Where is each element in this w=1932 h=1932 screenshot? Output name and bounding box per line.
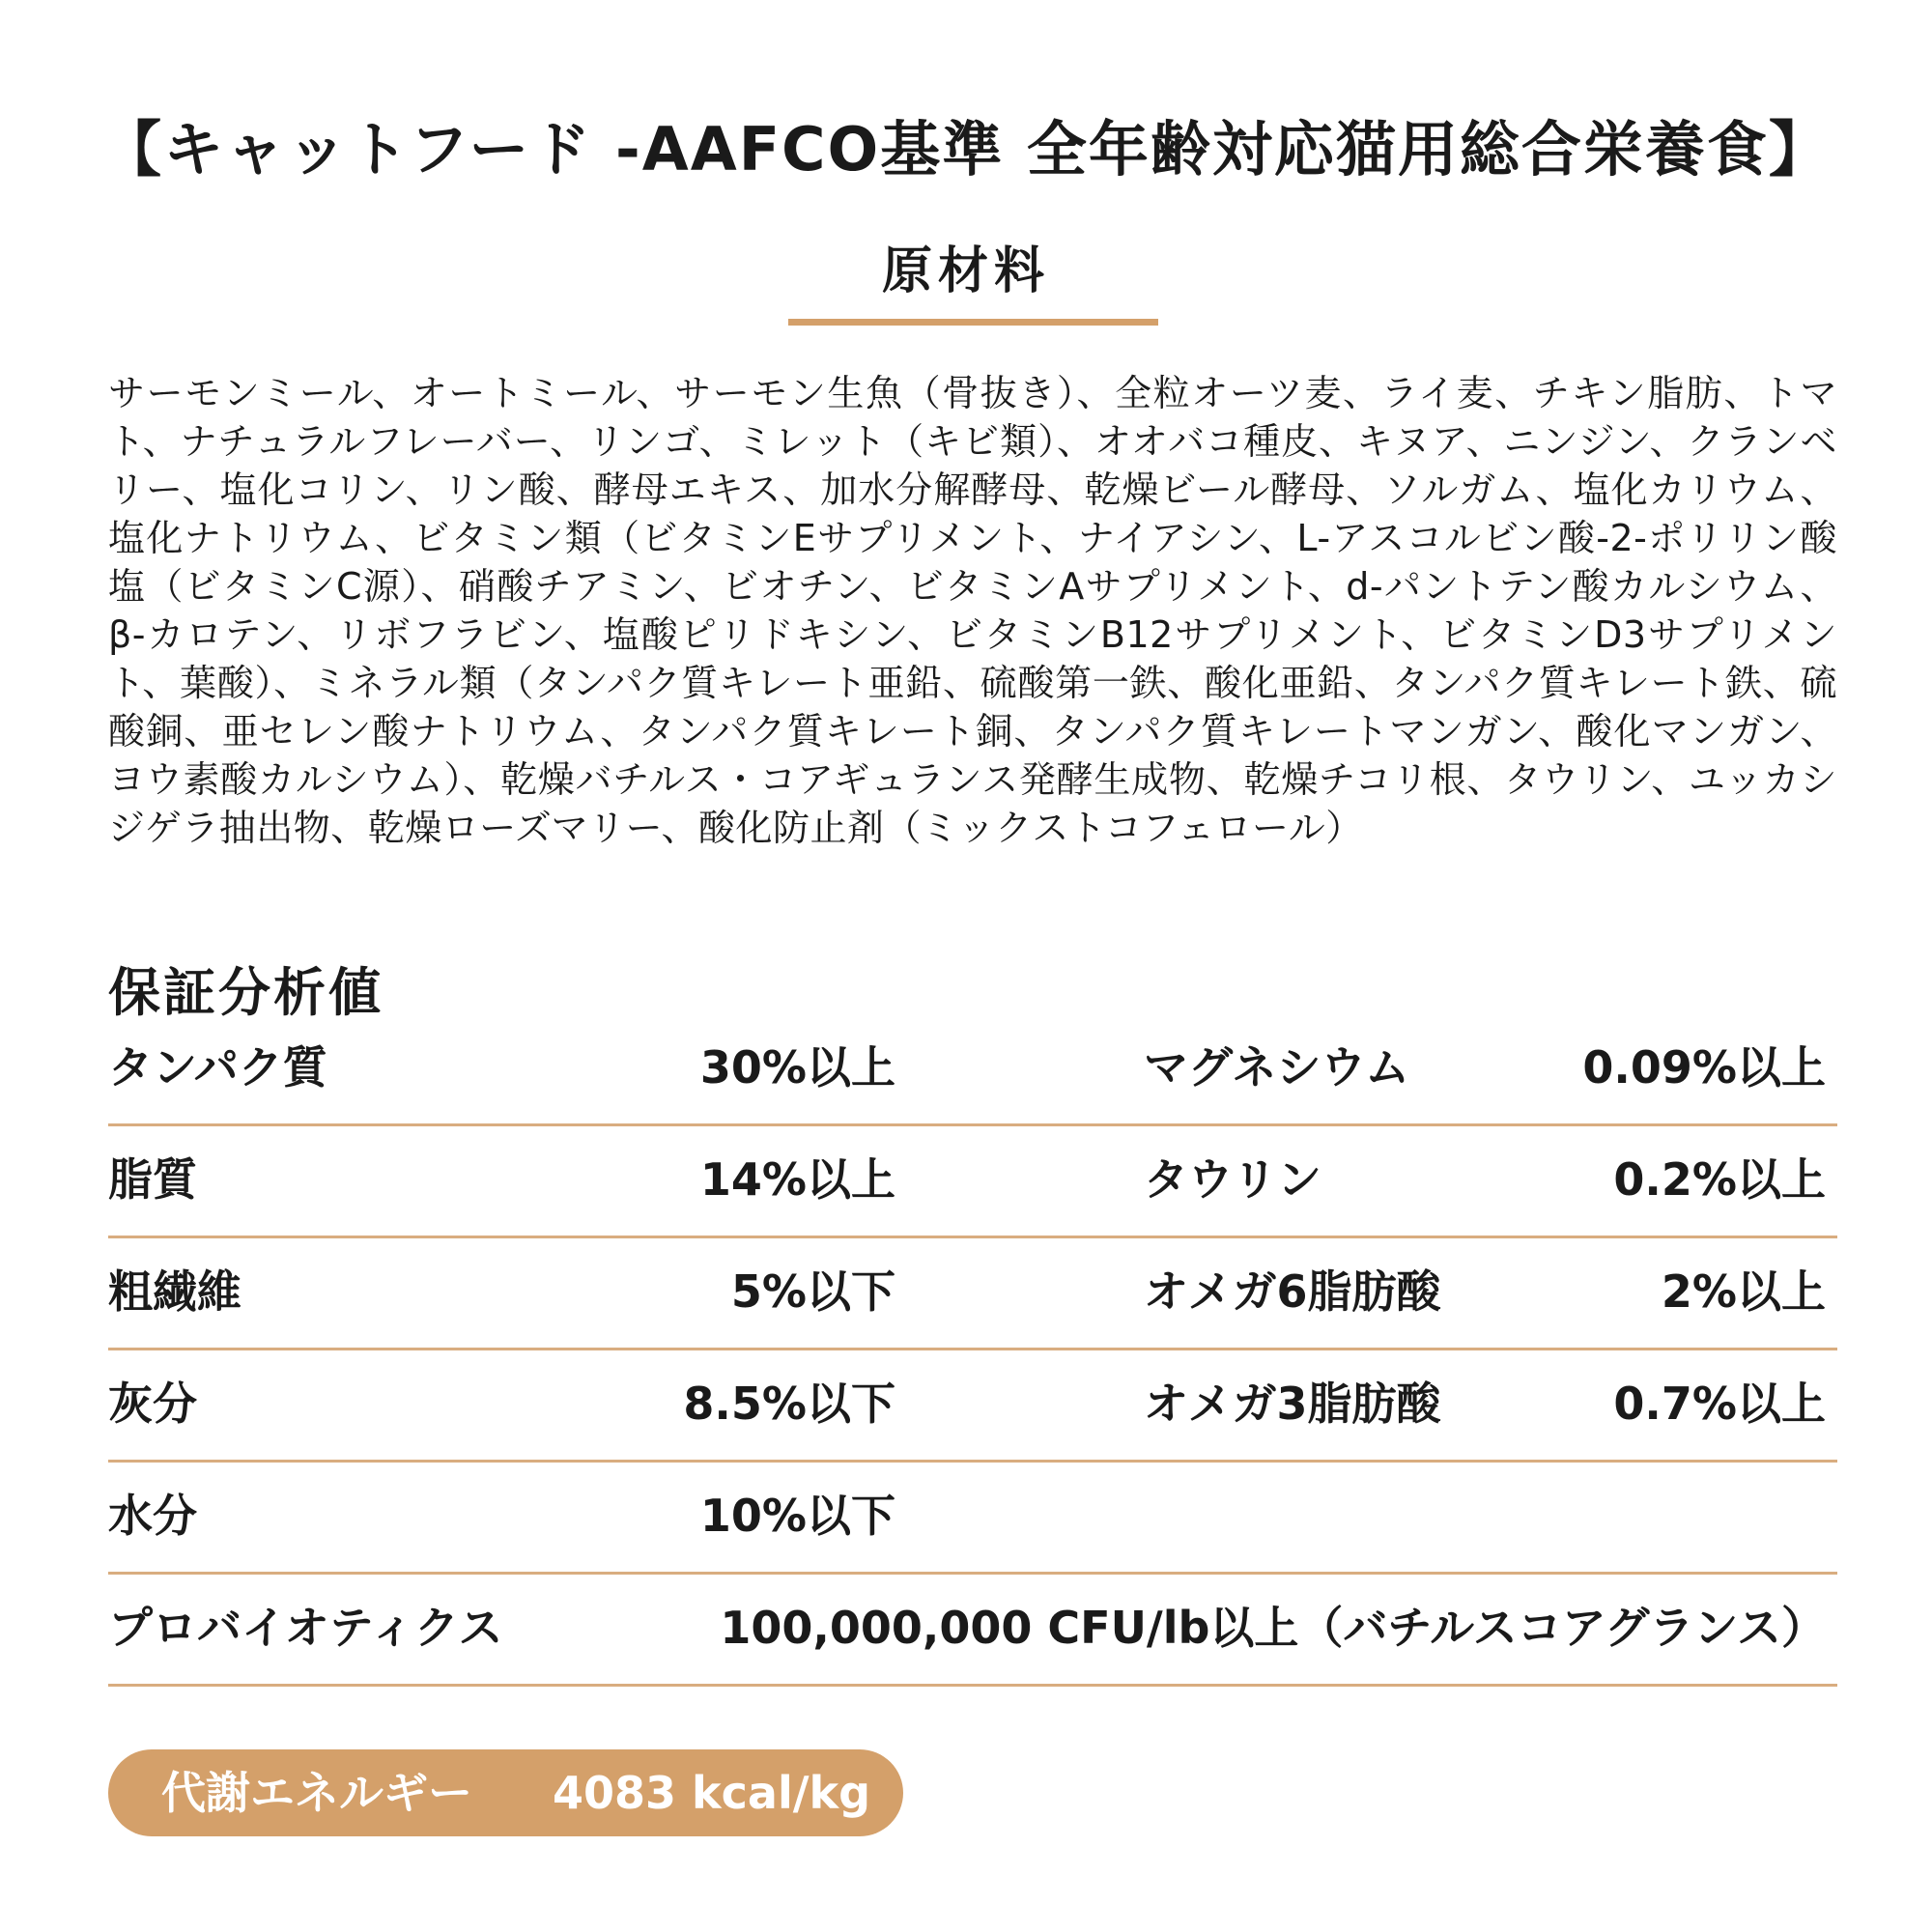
energy-label: 代謝エネルギー	[161, 1767, 472, 1819]
probiotics-name: プロバイオティクス	[108, 1602, 503, 1654]
probiotics-row	[108, 1572, 1837, 1687]
nutrient-value: 14%以上	[699, 1153, 895, 1206]
analysis-heading: 保証分析値	[108, 962, 384, 1023]
analysis-row	[108, 1123, 1837, 1238]
nutrient-value: 0.09%以上	[1582, 1041, 1826, 1094]
nutrient-name: タウリン	[1144, 1153, 1321, 1206]
ingredients-text: サーモンミール、オートミール、サーモン生魚（骨抜き）、全粒オーツ麦、ライ麦、チキン脂肪、トマト、ナチュラルフレーバー、リンゴ、ミレット（キビ類）、オオバコ種皮、キヌア、ニンジン、クランベリー、塩化コリン、リン酸、酵母エキス、加水分解酵母、乾燥ビール酵母、ソルガム、塩化カリウム、塩化ナトリウム、ビタミン類（ビタミンEサプリメント、ナイアシン、L-アスコルビン酸-2-ポリリン酸塩（ビタミンC源）、硝酸チアミン、ビオチン、ビタミンAサプリメント、d-パントテン酸カルシウム、β-カロテン、リボフラビン、塩酸ピリドキシン、ビタミンB12サプリメント、ビタミンD3サプリメント、葉酸）、ミネラル類（タンパク質キレート亜鉛、硫酸第一鉄、酸化亜鉛、タンパク質キレート鉄、硫酸銅、亜セレン酸ナトリウム、タンパク質キレート銅、タンパク質キレートマンガン、酸化マンガン、ヨウ素酸カルシウム）、乾燥バチルス・コアギュランス発酵生成物、乾燥チコリ根、タウリン、ユッカシジゲラ抽出物、乾燥ローズマリー、酸化防止剤（ミックストコフェロール）	[108, 372, 1837, 849]
analysis-row	[108, 1348, 1837, 1463]
page-title: 【キャットフード -AAFCO基準 全年齢対応猫用総合栄養食】	[101, 114, 1831, 185]
energy-badge	[108, 1749, 903, 1836]
nutrient-name: マグネシウム	[1144, 1041, 1410, 1094]
nutrient-value: 30%以上	[699, 1041, 895, 1094]
ingredients-heading: 原材料	[881, 242, 1050, 300]
analysis-row	[108, 1011, 1837, 1126]
analysis-row	[108, 1460, 1837, 1575]
nutrient-value: 5%以下	[730, 1265, 895, 1318]
nutrient-name: 灰分	[108, 1378, 197, 1430]
analysis-row	[108, 1236, 1837, 1350]
nutrient-value: 2%以上	[1661, 1265, 1826, 1318]
energy-value: 4083 kcal/kg	[553, 1767, 871, 1819]
nutrient-name: タンパク質	[108, 1041, 327, 1094]
nutrient-value: 0.7%以上	[1613, 1378, 1826, 1430]
nutrient-value: 10%以下	[699, 1490, 895, 1542]
nutrient-name: オメガ6脂肪酸	[1144, 1265, 1441, 1318]
nutrient-value: 0.2%以上	[1613, 1153, 1826, 1206]
heading-underline	[788, 319, 1158, 326]
probiotics-value: 100,000,000 CFU/lb以上（バチルスコアグランス）	[720, 1602, 1826, 1654]
nutrient-name: 粗繊維	[108, 1265, 242, 1318]
nutrient-name: オメガ3脂肪酸	[1144, 1378, 1441, 1430]
nutrient-name: 水分	[108, 1490, 197, 1542]
nutrient-name: 脂質	[108, 1153, 197, 1206]
nutrient-value: 8.5%以下	[683, 1378, 895, 1430]
